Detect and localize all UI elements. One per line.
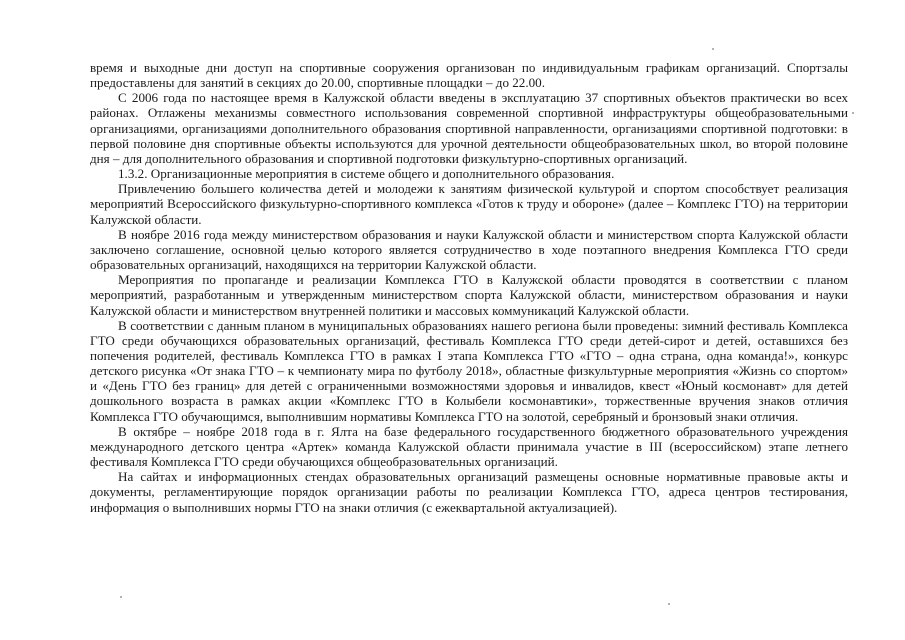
paragraph-agreement-2016: В ноябре 2016 года между министерством образования и науки Калужской области и министерством спорта Калужской области заключено соглашение, основной целью которого является сотрудничество в ходе поэтапного внедрения Комплекса ГТО среди образовательных организаций, находящихся на территории Калужской области. [90, 226, 848, 273]
paragraph-gto-events-list: В соответствии с данным планом в муниципальных образованиях нашего региона были проведены: зимний фестиваль Комплекса ГТО среди обучающихся образовательных организаций, фестиваль Комплекса ГТО среди детей-сирот и детей, оставшихся без попечения родителей, фестиваль Комплекса ГТО в рамках I этапа Комплекса ГТО «ГТО – одна страна, одна команда!», конкурс детского рисунка «От знака ГТО – к чемпионату мира по футболу 2018», областные физкультурные мероприятия «Жизнь со спортом» и «День ГТО без границ» для детей с ограниченными возможностями здоровья и инвалидов, квест «Юный космонавт» для детей дошкольного возраста в рамках акции «Комплекс ГТО в Колыбели космонавтики», торжественные вручения знаков отличия Комплекса ГТО обучающимся, выполнившим нормативы Комплекса ГТО на золотой, серебряный и бронзовый знаки отличия. [90, 317, 848, 424]
paragraph-artek-festival-2018: В октябре – ноябре 2018 года в г. Ялта на базе федерального государственного бюджетного образовательного учреждения международного детского центра «Артек» команда Калужской области принимала участие в III (всероссийском) этапе летнего фестиваля Комплекса ГТО среди обучающихся общеобразовательных организаций. [90, 423, 848, 470]
paragraph-gto-promotion-plan: Мероприятия по пропаганде и реализации Комплекса ГТО в Калужской области проводятся в соответствии с планом мероприятий, разработанным и утвержденным министерством спорта Калужской области, министерством образования и науки Калужской области и министерством внутренней политики и массовых коммуникаций Калужской области. [90, 272, 848, 318]
paragraph-websites-info: На сайтах и информационных стендах образовательных организаций размещены основные нормативные правовые акты и документы, регламентирующие порядок организации работы по реализации Комплекса ГТО, адреса центров тестирования, информация о выполнивших нормы ГТО на знаки отличия (с ежеквартальной актуализацией). [90, 469, 848, 515]
scan-speck [712, 48, 714, 50]
scan-speck [668, 603, 670, 605]
paragraph-sports-facilities-schedule: время и выходные дни доступ на спортивные сооружения организован по индивидуальным графикам организаций. Спортзалы предоставлены для занятий в секциях до 20.00, спортивные площадки – до 22.00. [90, 60, 848, 91]
document-body [90, 60, 848, 515]
scan-speck [120, 596, 122, 598]
scan-speck [852, 112, 854, 114]
paragraph-sports-objects-since-2006: С 2006 года по настоящее время в Калужской области введены в эксплуатацию 37 спортивных объектов практически во всех районах. Отлажены механизмы совместного использования современной спортивной инфраструктуры общеобразовательными организациями, организациями дополнительного образования спортивной направленности, организациями спортивной подготовки: в первой половине дня спортивные объекты используются для урочной деятельности общеобразовательных школ, во второй половине дня – для дополнительного образования и спортивной подготовки физкультурно-спортивных организаций. [90, 90, 848, 166]
section-heading-1-3-2: 1.3.2. Организационные мероприятия в системе общего и дополнительного образования. [118, 166, 615, 182]
paragraph-gto-complex-intro: Привлечению большего количества детей и молодежи к занятиям физической культурой и спортом способствует реализация мероприятий Всероссийского физкультурно-спортивного комплекса «Готов к труду и обороне» (далее – Комплекс ГТО) на территории Калужской области. [90, 181, 848, 227]
